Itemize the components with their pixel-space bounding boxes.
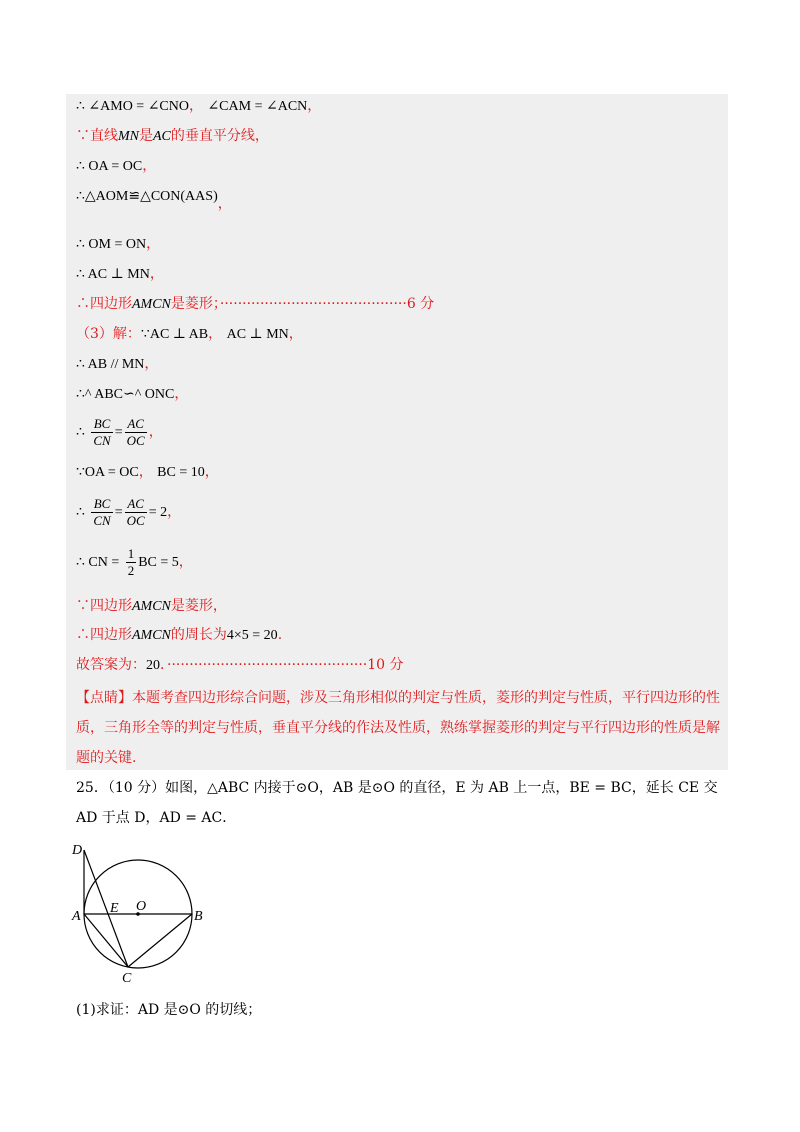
solution-line-2: ∵直线MN是AC的垂直平分线， (76, 128, 269, 144)
solution-line-7: ∴四边形AMCN是菱形；··········································6 分 (76, 296, 435, 312)
segment-bc (128, 914, 192, 967)
label-o: O (136, 899, 147, 914)
solution-line-12: ∵OA = OC， BC = 10， (76, 464, 219, 480)
solution-line-8: （3）解：∵AC ⊥ AB， AC ⊥ MN， (76, 326, 303, 342)
label-a: A (72, 909, 81, 924)
segment-dc (84, 850, 128, 967)
solution-line-16: ∴四边形AMCN的周长为4×5 = 20. (76, 627, 283, 643)
solution-line-14: ∴ CN = $\frac{1}{2}$ BC = 5， (76, 545, 193, 578)
fraction: $\frac{1}{2}$ (127, 545, 135, 578)
question-text: 25．（10 分）如图，△ABC 内接于⊙O，AB 是⊙O 的直径，E 为 AB 上一点，BE = BC，延长 CE 交 AD 于点 D，AD = AC． (76, 780, 718, 826)
fraction: $\frac{AC}{OC}$ (126, 415, 145, 448)
solution-line-4: ∴△AOM≌△CON(AAS)， (76, 189, 232, 212)
fraction: $\frac{BC}{CN}$ (93, 495, 111, 528)
solution-line-3: ∴ OA = OC， (76, 158, 157, 174)
geometry-figure (66, 836, 226, 996)
solution-line-15: ∵四边形AMCN是菱形， (76, 598, 227, 614)
fraction: $\frac{AC}{OC}$ (126, 495, 145, 528)
label-c: C (122, 971, 132, 986)
label-b: B (194, 909, 203, 924)
solution-line-6: ∴ AC ⊥ MN， (76, 266, 164, 282)
label-d: D (72, 843, 83, 858)
solution-line-1: ∴ ∠AMO = ∠CNO， ∠CAM = ∠ACN， (76, 98, 322, 114)
solution-line-9: ∴ AB // MN， (76, 356, 159, 372)
solution-line-13: ∴ $\frac{BC}{CN}$ = $\frac{AC}{OC}$ = 2， (76, 495, 182, 528)
question-part-1: (1)求证：AD 是⊙O 的切线； (76, 1002, 262, 1018)
solution-line-11: ∴ $\frac{BC}{CN}$ = $\frac{AC}{OC}$ ， (76, 415, 163, 448)
solution-line-5: ∴ OM = ON， (76, 236, 161, 252)
solution-line-17: 故答案为：20．·············································10 分 (76, 657, 404, 673)
solution-comment: 【点睛】本题考查四边形综合问题，涉及三角形相似的判定与性质，菱形的判定与性质，平行四边形的性质，三角形全等的判定与性质，垂直平分线的作法及性质，熟练掌握菱形的判定与平行四边形的性质是解题的关键. (76, 690, 720, 766)
solution-line-10: ∴^ ABC∽^ ONC， (76, 386, 189, 402)
fraction: $\frac{BC}{CN}$ (93, 415, 111, 448)
label-e: E (110, 901, 119, 916)
